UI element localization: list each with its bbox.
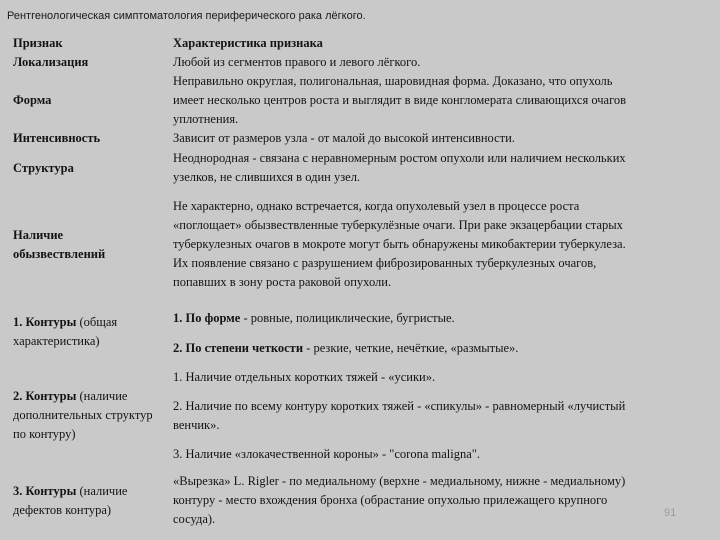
- contours-extra-item-1: 1. Наличие отдельных коротких тяжей - «усики».: [173, 370, 436, 384]
- row-label-contours-extra: [13, 387, 127, 406]
- row-text-calcification-line: туберкулезных очагов в мокроте могут быть обнаружены микобактерии туберкулеза.: [173, 237, 626, 251]
- row-label-contours-extra-line3: по контуру): [13, 427, 76, 441]
- contours-defects-line: «Вырезка» L. Rigler - по медиальному (верхне - медиальному, нижне - медиальному): [173, 474, 626, 488]
- row-label-contours-defects-bold: 3. Контуры: [13, 484, 77, 498]
- contours-extra-item-2-line2: венчик».: [173, 418, 220, 432]
- row-label-contours-extra-rest: (наличие: [76, 389, 128, 403]
- contours-by-sharpness-text: - резкие, четкие, нечёткие, «размытые».: [303, 341, 519, 355]
- contours-extra-item-3: 3. Наличие «злокачественной короны» - "corona maligna".: [173, 447, 481, 461]
- contours-by-sharpness: [173, 339, 518, 358]
- row-label-contours-defects: [13, 482, 127, 501]
- row-label-contours-extra-line2: дополнительных структур: [13, 408, 153, 422]
- row-text-calcification-line: Их появление связано с разрушением фиброзированных туберкулезных очагов,: [173, 256, 597, 270]
- slide-title: Рентгенологическая симптоматология периферического рака лёгкого.: [7, 10, 366, 22]
- contours-by-sharpness-bold: 2. По степени четкости: [173, 341, 304, 355]
- row-label-contours-defects-rest: (наличие: [76, 484, 128, 498]
- row-text-calcification-line: Не характерно, однако встречается, когда опухолевый узел в процессе роста: [173, 199, 580, 213]
- row-text-form-line: уплотнения.: [173, 112, 239, 126]
- row-text-structure-line: Неоднородная - связана с неравномерным ростом опухоли или наличием нескольких: [173, 151, 626, 165]
- row-label-contours-general-rest: (общая: [76, 315, 118, 329]
- row-label-structure: Структура: [13, 161, 74, 175]
- row-label-localization: Локализация: [13, 55, 89, 69]
- row-label-form: Форма: [13, 93, 52, 107]
- row-text-form-line: имеет несколько центров роста и выглядит в виде конгломерата сливающихся очагов: [173, 93, 627, 107]
- row-text-intensity: Зависит от размеров узла - от малой до высокой интенсивности.: [173, 131, 515, 145]
- row-label-contours-defects-line2: дефектов контура): [13, 503, 112, 517]
- row-text-structure-line: узелков, не слившихся в один узел.: [173, 170, 361, 184]
- row-label-calcification-line1: Наличие: [13, 228, 64, 242]
- row-label-contours-general-bold: 1. Контуры: [13, 315, 77, 329]
- contours-defects-line: сосуда).: [173, 512, 216, 526]
- row-text-calcification-line: попавших в зону роста раковой опухоли.: [173, 275, 392, 289]
- row-label-intensity: Интенсивность: [13, 131, 101, 145]
- row-label-contours-general-line2: характеристика): [13, 334, 100, 348]
- page-number: 91: [664, 507, 677, 519]
- header-col-characteristic: Характеристика признака: [173, 36, 323, 50]
- contours-extra-item-2-line1: 2. Наличие по всему контуру коротких тяжей - «спикулы» - равномерный «лучистый: [173, 399, 626, 413]
- contours-defects-line: контуру - место вхождения бронха (обрастание опухолью прилежащего крупного: [173, 493, 608, 507]
- row-text-form-line: Неправильно округлая, полигональная, шаровидная форма. Доказано, что опухоль: [173, 74, 613, 88]
- contours-by-form-text: - ровные, полициклические, бугристые.: [240, 311, 455, 325]
- row-text-localization: Любой из сегментов правого и левого лёгкого.: [173, 55, 421, 69]
- row-label-calcification-line2: обызвествлений: [13, 247, 106, 261]
- row-label-contours-general: [13, 313, 117, 332]
- contours-by-form-bold: 1. По форме: [173, 311, 241, 325]
- contours-by-form: [173, 309, 455, 328]
- header-col-feature: Признак: [13, 36, 63, 50]
- row-label-contours-extra-bold: 2. Контуры: [13, 389, 77, 403]
- row-text-calcification-line: «поглощает» обызвествленные туберкулёзные очаги. При раке экзацербации старых: [173, 218, 623, 232]
